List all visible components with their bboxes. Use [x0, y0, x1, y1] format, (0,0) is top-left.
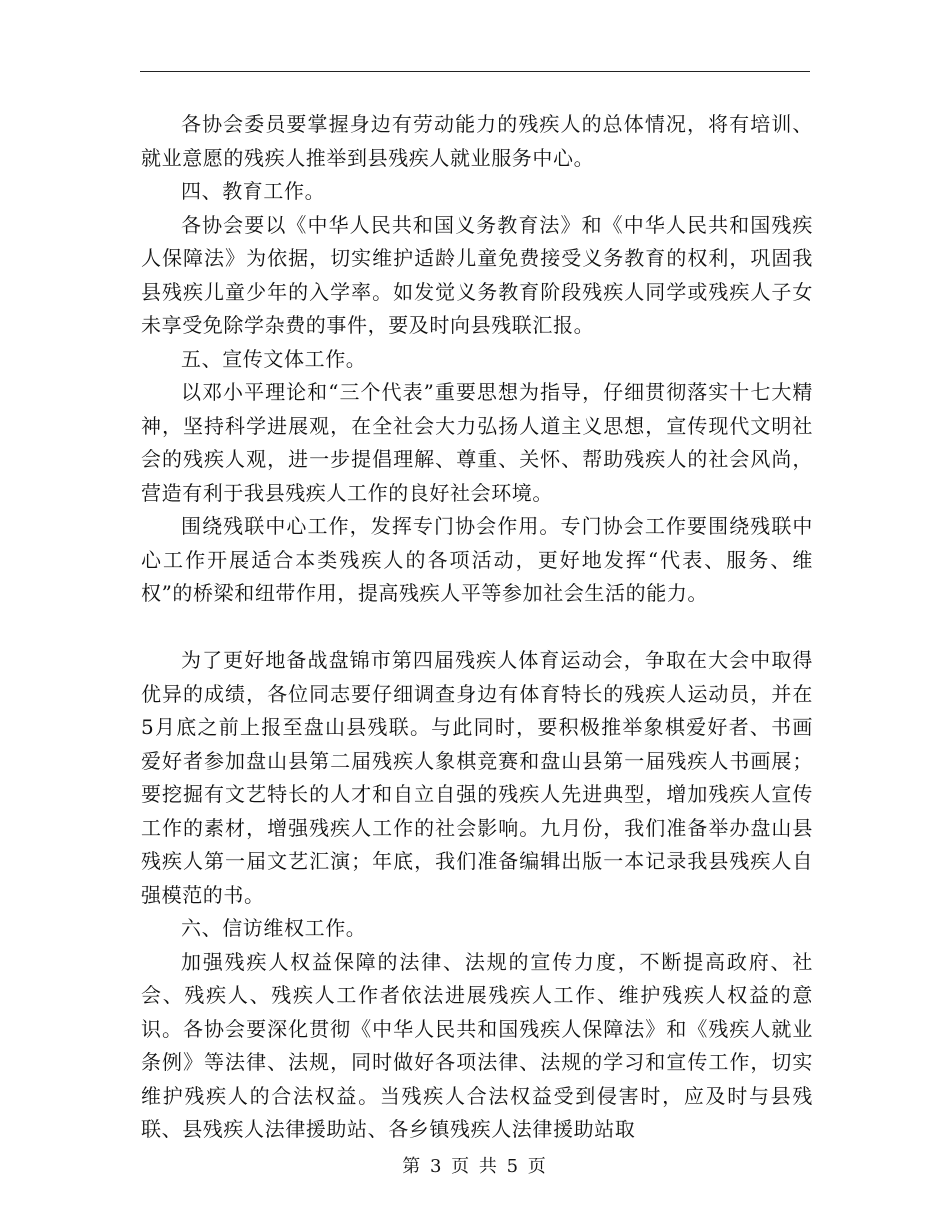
section-heading: 五、宣传文体工作。 — [181, 346, 367, 371]
paragraph: 加强残疾人权益保障的法律、法规的宣传力度，不断提高政府、社会、残疾人、残疾人工作者依法进展残疾人工作、维护残疾人权益的意识。各协会要深化贯彻《中华人民共和国残疾人保障法》和《残疾人就业条例》等法律、法规，同时做好各项法律、法规的学习和宣传工作，切实维护残疾人的合法权益。当残疾人合法权益受到侵害时，应及时与县残联、县残疾人法律援助站、各乡镇残疾人法律援助站取 — [141, 949, 813, 1141]
section-heading: 四、教育工作。 — [181, 179, 326, 203]
header-rule — [140, 71, 810, 72]
section-heading: 六、信访维权工作。 — [181, 916, 367, 940]
page-number: 第 3 页 共 5 页 — [402, 1156, 548, 1177]
paragraph-gap — [141, 611, 813, 645]
paragraph: 各协会要以《中华人民共和国义务教育法》和《中华人民共和国残疾人保障法》为依据，切实维护适龄儿童免费接受义务教育的权利，巩固我县残疾儿童少年的入学率。如发觉义务教育阶段残疾人同学或残疾人子女未享受免除学杂费的事件，要及时向县残联汇报。 — [141, 212, 813, 337]
paragraph: 为了更好地备战盘锦市第四届残疾人体育运动会，争取在大会中取得优异的成绩，各位同志要仔细调查身边有体育特长的残疾人运动员，并在5月底之前上报至盘山县残联。与此同时，要积极推举象棋爱好者、书画爱好者参加盘山县第二届残疾人象棋竞赛和盘山县第一届残疾人书画展；要挖掘有文艺特长的人才和自立自强的残疾人先进典型，增加残疾人宣传工作的素材，增强残疾人工作的社会影响。九月份，我们准备举办盘山县残疾人第一届文艺汇演；年底，我们准备编辑出版一本记录我县残疾人自强模范的书。 — [141, 648, 813, 907]
paragraph: 围绕残联中心工作，发挥专门协会作用。专门协会工作要围绕残联中心工作开展适合本类残疾人的各项活动，更好地发挥“代表、服务、维权”的桥梁和纽带作用，提高残疾人平等参加社会生活的能力。 — [141, 514, 813, 605]
body-text — [141, 108, 813, 1147]
paragraph: 各协会委员要掌握身边有劳动能力的残疾人的总体情况，将有培训、就业意愿的残疾人推举到县残疾人就业服务中心。 — [141, 112, 813, 170]
paragraph: 以邓小平理论和“三个代表”重要思想为指导，仔细贯彻落实十七大精神，坚持科学进展观，在全社会大力弘扬人道主义思想，宣传现代文明社会的残疾人观，进一步提倡理解、尊重、关怀、帮助残疾人的社会风尚，营造有利于我县残疾人工作的良好社会环境。 — [141, 380, 813, 505]
